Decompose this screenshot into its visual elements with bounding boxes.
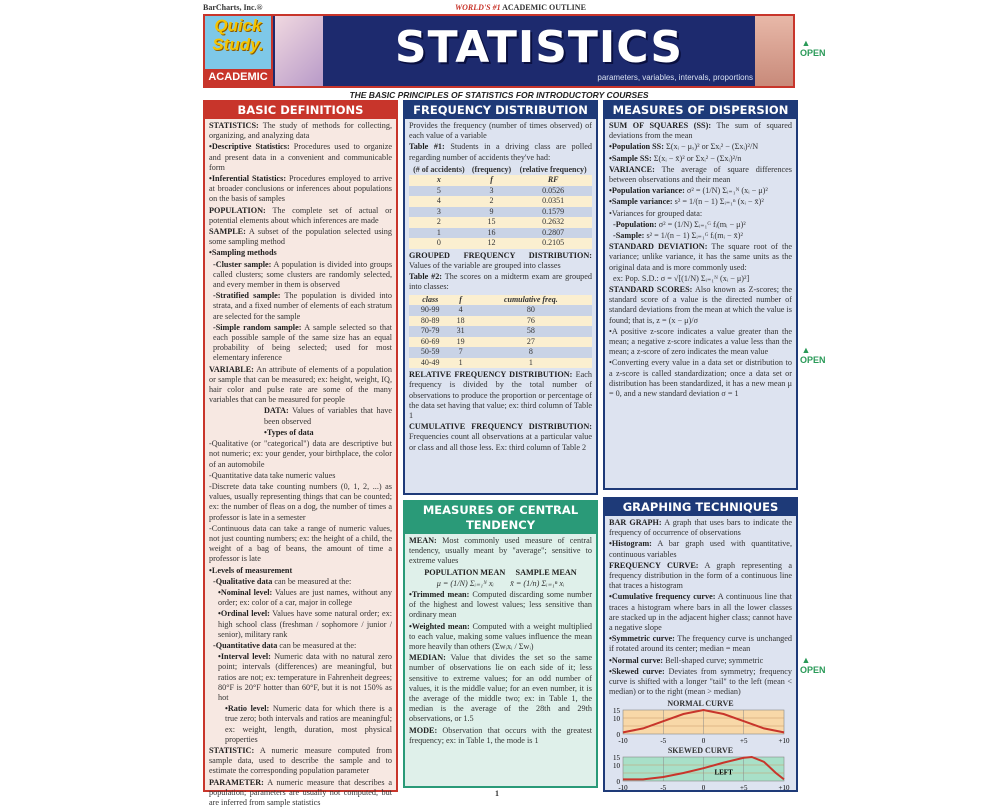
table1-caption — [409, 142, 592, 162]
definition: The frequency curve is unchanged if rotated around its center; median = mean — [609, 634, 792, 654]
term: -Quantitative data — [213, 640, 278, 650]
table-cell: 16 — [487, 227, 496, 237]
logo-line-2: Study. — [212, 35, 264, 54]
list-item — [609, 242, 792, 273]
list-item — [209, 746, 392, 777]
term: •Types of data — [264, 427, 314, 437]
term: -Cluster sample: — [213, 259, 272, 269]
definition: A numeric measure computed from sample data, used to describe the sample and to estimate the corresponding population parameter — [209, 745, 392, 776]
open-label: OPEN — [800, 355, 826, 365]
term: SUM OF SQUARES (SS): — [609, 121, 712, 130]
table-cell: 0.0526 — [542, 185, 565, 195]
list-item — [209, 482, 392, 523]
term: •Nominal level: — [218, 587, 273, 597]
list-item — [409, 579, 592, 589]
header-cell: x — [436, 175, 441, 185]
term: MODE: — [409, 725, 438, 735]
open-label: OPEN — [800, 665, 826, 675]
x-tick-label: 0 — [701, 784, 706, 793]
section-heading: BASIC DEFINITIONS — [205, 102, 396, 119]
list-item — [209, 566, 392, 576]
term: •Ratio level: — [225, 704, 270, 714]
definition: σ² = (1/N) Σᵢ₌₁ᴳ fᵢ(mᵢ − μ)² — [656, 219, 746, 229]
table-cell: 4 — [436, 196, 441, 206]
term: •Sample variance: — [609, 197, 673, 207]
table-cell: 0.2632 — [542, 217, 565, 227]
definition: Computed with a weight multiplied to each value, making some values influence the mean more heavily than others (Σwᵢxᵢ / Σwᵢ) — [409, 621, 592, 652]
table-cell: 40-49 — [420, 357, 440, 367]
definition: The average of square differences between observations and their mean — [609, 164, 792, 185]
term: -Sample: — [613, 231, 645, 241]
term: •Ordinal level: — [218, 609, 270, 619]
open-tab-bottom[interactable] — [800, 655, 826, 675]
section-heading: MEASURES OF CENTRAL TENDENCY — [405, 502, 596, 534]
list-item — [609, 186, 792, 196]
x-tick-label: +5 — [740, 784, 748, 793]
definition: Σ(xᵢ − μₓ)² or Σxᵢ² − (Σxᵢ)²/N — [663, 142, 759, 152]
term: •Skewed curve: — [609, 666, 665, 676]
table-cell: 1 — [528, 357, 533, 367]
definition: A numeric measure that describes a population; parameters are usually not computed, but are inferred from sample statistics — [209, 777, 392, 807]
list-item — [209, 652, 392, 703]
x-tick-label: -10 — [618, 784, 628, 793]
definition: A population is divided into groups called clusters; some clusters are randomly selected, and every member in them is observed — [213, 259, 392, 290]
term: SAMPLE: — [209, 227, 246, 237]
definition: A bar graph used with quantitative, continuous variables — [609, 539, 792, 559]
table-row — [409, 326, 592, 337]
central-tendency-section — [403, 500, 598, 788]
list-item — [609, 231, 792, 241]
intro-text: Provides the frequency (number of times observed) of each value of a variable — [409, 121, 592, 141]
term: •Sample SS: — [609, 153, 652, 163]
term: PARAMETER: — [209, 777, 264, 787]
table-cell: 90-99 — [420, 305, 440, 315]
table-cell: 2 — [489, 196, 494, 206]
term: •Levels of measurement — [209, 565, 293, 575]
list-item — [209, 142, 392, 173]
list-item — [609, 121, 792, 141]
x-tick-label: 0 — [701, 737, 706, 746]
table-row — [409, 316, 592, 327]
list-item — [209, 577, 392, 587]
basic-definitions-section — [203, 100, 398, 807]
definition: Numeric data for which there is a true zero; both intervals and ratios are meaningful; ex: weight, length, duration, most physical properties — [225, 704, 393, 744]
table-cell: 0.0351 — [542, 196, 565, 206]
page-title: STATISTICS — [394, 22, 684, 73]
definition: Frequencies count all observations at a particular value or class and all those less. Ex: third column of Table 2 — [409, 432, 592, 452]
term: -Population: — [613, 219, 657, 229]
table-row — [409, 228, 592, 239]
open-arrow-icon: ▲ — [801, 345, 811, 355]
tagline — [455, 3, 586, 12]
list-item — [409, 536, 592, 567]
term: FREQUENCY CURVE: — [609, 560, 699, 570]
definition: can be measured at the: — [277, 640, 357, 650]
table-cell: 4 — [458, 305, 463, 315]
definition: A graph that uses bars to indicate the frequency of occurrence of observations — [609, 518, 793, 538]
term: Table #1: — [409, 142, 445, 152]
term: -Simple random sample: — [213, 322, 302, 332]
table-cell: 2 — [436, 217, 441, 227]
page-number: 1 — [495, 789, 499, 798]
term: -Stratified sample: — [213, 291, 281, 301]
term: •Descriptive Statistics: — [209, 142, 290, 152]
skewed-curve-chart — [605, 755, 792, 791]
section-heading: FREQUENCY DISTRIBUTION — [405, 102, 596, 119]
term: Table #2: — [409, 272, 443, 282]
term: •Trimmed mean: — [409, 590, 470, 600]
term: •Population variance: — [609, 186, 685, 196]
table-cell: 0.2105 — [542, 238, 565, 248]
logo-line-1: Quick — [214, 16, 262, 35]
table-2 — [409, 295, 592, 369]
list-item — [609, 165, 792, 185]
definition: Each frequency is divided by the total number of observations to produce the proportion or percentage of the data set having that value; ex: third column of Table 1 — [409, 370, 592, 420]
definition: Also known as Z-scores; the standard score of a value is the directed number of standard deviations from the mean at which the value is found; that is, z = (x − μ)/σ — [609, 285, 793, 325]
term: •Population SS: — [609, 142, 664, 152]
list-item — [209, 323, 392, 364]
table-cell: 27 — [526, 336, 535, 346]
header-cell: class — [422, 294, 439, 304]
x-tick-label: -5 — [660, 737, 667, 746]
curve-annotation: LEFT — [714, 769, 733, 778]
table-cell: 0.2807 — [542, 227, 565, 237]
table-row — [409, 238, 592, 249]
list-item — [209, 206, 392, 226]
publisher-name: BarCharts, Inc.® — [203, 3, 263, 12]
term: STANDARD SCORES: — [609, 285, 693, 295]
list-item — [209, 365, 392, 406]
definition: Computed discarding some number of the highest and lowest values; less sensitive than ordinary mean — [409, 590, 592, 620]
table-cell: 50-59 — [420, 347, 440, 357]
definition: The population is divided into strata, and a fixed number of elements of each stratum are selected for the sample — [213, 291, 392, 321]
definition: •Variances for grouped data: — [609, 208, 703, 218]
table-cell: 58 — [526, 326, 535, 336]
definition: s² = 1/(n − 1) Σᵢ₌₁ᴳ fᵢ(mᵢ − x̄)² — [644, 231, 743, 241]
list-item — [609, 358, 792, 399]
list-item — [209, 227, 392, 247]
header-cell: f — [490, 175, 493, 185]
table-cell: 8 — [528, 347, 533, 357]
term: •Weighted mean: — [409, 621, 470, 631]
term: MEAN: — [409, 536, 437, 545]
table2-caption — [409, 272, 592, 292]
y-tick-label: 15 — [613, 707, 620, 716]
table-cell: 7 — [458, 347, 463, 357]
quick-study-logo — [205, 16, 273, 86]
definition: Values of variables that have been observed — [264, 406, 392, 426]
graphing-techniques-section — [603, 497, 798, 792]
definition: Procedures employed to arrive at broader conclusions or inferences about populations on the basis of samples — [209, 174, 392, 204]
table-cell: 31 — [456, 326, 465, 336]
table-row — [409, 305, 592, 316]
x-tick-label: -10 — [618, 737, 628, 746]
definition: Deviates from symmetry; frequency curve is shifted with a longer "tail" to the left (mean < median) or to the right (mean > median) — [609, 666, 793, 697]
term: •Normal curve: — [609, 655, 664, 665]
definition: A continuous line that traces a histogram where bars in all the lower classes are stacked up in the adjacent higher class; cannot have a negative slope — [609, 592, 792, 633]
list-item — [209, 291, 392, 322]
tagline-text: ACADEMIC OUTLINE — [502, 3, 586, 12]
list-item — [609, 142, 792, 152]
definition: -Continuous data can take a range of numeric values, not just counting numbers; ex: the height of a child, the weight of a bag of beans, the amount of time a professor is late — [209, 523, 392, 564]
definition: Students in a driving class are polled regarding number of accidents they've had: — [409, 142, 593, 162]
term: •Sampling methods — [209, 248, 277, 258]
table-cell: 1 — [436, 227, 441, 237]
table-row — [409, 337, 592, 348]
pencil-graphic-icon — [275, 16, 323, 86]
term: STANDARD DEVIATION: — [609, 242, 708, 252]
list-item — [209, 778, 392, 808]
logo-academic: ACADEMIC — [205, 69, 271, 86]
dispersion-section — [603, 100, 798, 490]
page-subtitle: THE BASIC PRINCIPLES OF STATISTICS FOR INTRODUCTORY COURSES — [349, 90, 649, 100]
frequency-distribution-section — [403, 100, 598, 495]
term: VARIABLE: — [209, 364, 254, 374]
list-item — [409, 622, 592, 653]
term: DATA: — [264, 406, 289, 416]
definition: -Qualitative (or "categorical") data are descriptive but not numeric; ex: your gender, your birthplace, the color of an automobile — [209, 439, 392, 469]
term: POPULATION MEAN SAMPLE MEAN — [424, 567, 577, 577]
list-item — [209, 121, 392, 141]
list-item — [609, 197, 792, 207]
table-cell: 0 — [436, 238, 441, 248]
definition: •A positive z-score indicates a value greater than the mean; a negative z-score indicates a value less than the mean; a z-score of zero indicates the mean value — [609, 326, 792, 357]
open-arrow-icon: ▲ — [801, 38, 811, 48]
y-tick-label: 10 — [613, 715, 620, 724]
list-item — [609, 220, 792, 230]
term: GROUPED FREQUENCY DISTRIBUTION: — [409, 250, 592, 260]
table-cell: 80 — [526, 305, 535, 315]
definition: ex: Pop. S.D.: σ = √[(1/N) Σᵢ₌₁ᴺ (xᵢ − μ)²] — [613, 273, 750, 283]
list-item — [609, 327, 792, 358]
definition: Values of the variable are grouped into classes — [409, 261, 561, 271]
list-item — [609, 285, 792, 326]
list-item — [409, 568, 592, 578]
table-cell: 3 — [489, 185, 494, 195]
definition: s² = 1/(n − 1) Σᵢ₌₁ⁿ (xᵢ − x̄)² — [672, 197, 764, 207]
list-item — [209, 174, 392, 205]
definition: Most commonly used measure of central tendency, usually meant by "average"; sensitive to extreme values — [409, 536, 592, 566]
term: STATISTIC: — [209, 745, 255, 755]
definition: Values have some natural order; ex: high school class (freshman / sophomore / junior / senior), military rank — [218, 609, 392, 639]
list-item — [409, 653, 592, 724]
header-cell: cumulative freq. — [503, 294, 558, 304]
x-tick-label: +10 — [778, 737, 790, 746]
list-item — [209, 641, 392, 651]
definition: The sum of squared deviations from the mean — [609, 121, 792, 141]
list-item — [609, 656, 792, 666]
list-item — [209, 248, 392, 258]
definition: A subset of the population selected using some sampling method — [209, 227, 392, 247]
table-header-row — [409, 175, 592, 186]
caption-cell: (# of accidents) — [413, 164, 465, 174]
table-row — [409, 358, 592, 369]
table-cell: 18 — [456, 315, 465, 325]
term: -Qualitative data — [213, 576, 273, 586]
list-item — [209, 588, 392, 608]
table-cell: 3 — [436, 206, 441, 216]
term: MEDIAN: — [409, 653, 446, 663]
definition: •Converting every value in a data set or distribution to a z-score is called standardization; once a data set or distribution has been standardized, it has a new mean μ = 0, and a new standard deviation σ = 1 — [609, 358, 792, 399]
definition: Procedures used to organize and present data in a convenient and communicable form — [209, 142, 392, 172]
header-cell: RF — [547, 175, 559, 185]
section-heading: MEASURES OF DISPERSION — [605, 102, 796, 119]
list-item — [609, 274, 792, 284]
term: VARIANCE: — [609, 164, 655, 174]
list-item — [609, 667, 792, 698]
definition: Observation that occurs with the greatest frequency; ex: in Table 1, the mode is 1 — [409, 725, 592, 745]
term: BAR GRAPH: — [609, 518, 662, 527]
normal-curve-chart — [605, 708, 792, 744]
definition: Σ(xᵢ − x̄)² or Σxᵢ² − (Σxᵢ)²/n — [651, 153, 742, 163]
term: STATISTICS: — [209, 121, 259, 130]
list-item — [209, 428, 392, 438]
definition: -Discrete data take counting numbers (0, 1, 2, ...) as values, usually representing things that can be counted; ex: the number of fleas on a dog, the number of times a professor is late in a semester — [209, 481, 392, 522]
table-row — [409, 207, 592, 218]
term: •Symmetric curve: — [609, 634, 675, 644]
definition: Numeric data with no natural zero point; intervals (differences) are meaningful, but ratios are not; ex: temperature in Fahrenheit degrees; 80°F is 20°F hotter than 60°F, but it is not 150% as hot — [218, 652, 392, 702]
grouped-definition — [409, 251, 592, 271]
title-banner — [203, 14, 795, 88]
list-item — [409, 590, 592, 621]
list-item — [209, 471, 392, 481]
definition: The complete set of actual or potential elements about which inferences are made — [209, 205, 392, 225]
chart-title: NORMAL CURVE — [667, 699, 734, 709]
list-item — [609, 634, 792, 654]
table-cell: 9 — [489, 206, 494, 216]
table-header-row — [409, 295, 592, 306]
definition: The scores on a midterm exam are grouped into classes: — [409, 272, 592, 292]
list-item — [609, 518, 792, 538]
section-heading: GRAPHING TECHNIQUES — [605, 499, 796, 516]
open-tab-top[interactable] — [800, 38, 826, 58]
open-tab-middle[interactable] — [800, 345, 826, 365]
open-arrow-icon: ▲ — [801, 655, 811, 665]
banner-decoration — [755, 16, 793, 86]
list-item — [609, 561, 792, 592]
term: •Histogram: — [609, 539, 652, 549]
list-item — [209, 609, 392, 640]
definition: A graph representing a frequency distribution in the form of a continuous line that traces a histogram — [609, 560, 792, 591]
table-cell: 0.1579 — [542, 206, 565, 216]
definition: -Quantitative data take numeric values — [209, 470, 336, 480]
list-item — [209, 439, 392, 470]
list-item — [609, 592, 792, 633]
chart-title: SKEWED CURVE — [667, 746, 734, 756]
table-cell: 1 — [458, 357, 463, 367]
term: •Interval level: — [218, 652, 271, 662]
list-item — [609, 209, 792, 219]
relative-frequency-definition — [409, 370, 592, 421]
table-row — [409, 196, 592, 207]
cumulative-frequency-definition — [409, 422, 592, 453]
term: •Cumulative frequency curve: — [609, 592, 716, 602]
definition: An attribute of elements of a population or sample that can be measured; ex: height, weight, IQ, hair color and pulse rate are some of the many variables that can be measured for people — [209, 364, 392, 405]
list-item — [609, 154, 792, 164]
definition: Value that divides the set so the same number of observations lie on each side of it; less sensitive to extreme values; for an odd number of values, it is the middle value; for an even number, it is the average of the middle two; ex: in Table 1, the median is the average of the 28th and 29th observations, or 1.5 — [409, 653, 592, 724]
table-row — [409, 217, 592, 228]
table-cell: 80-89 — [420, 315, 440, 325]
definition: Values are just names, without any order; ex: color of a car, major in college — [218, 587, 392, 608]
list-item — [209, 704, 392, 745]
table-cell: 70-79 — [420, 326, 440, 336]
x-tick-label: +5 — [740, 737, 748, 746]
definition: The study of methods for collecting, organizing, and analyzing data — [209, 121, 392, 141]
banner-subtext: parameters, variables, intervals, proportions — [597, 73, 753, 82]
table-cell: 19 — [456, 336, 465, 346]
open-label: OPEN — [800, 48, 826, 58]
y-tick-label: 10 — [613, 762, 620, 771]
y-tick-label: 0 — [616, 731, 620, 740]
x-tick-label: +10 — [778, 784, 790, 793]
x-tick-label: -5 — [660, 784, 667, 793]
tagline-highlight: WORLD'S #1 — [455, 3, 501, 12]
table-cell: 60-69 — [420, 336, 440, 346]
definition: Bell-shaped curve; symmetric — [663, 655, 764, 665]
list-item — [209, 524, 392, 565]
table-cell: 15 — [487, 217, 496, 227]
definition: can be measured at the: — [272, 576, 352, 586]
table-row — [409, 347, 592, 358]
header-cell: f — [459, 294, 462, 304]
list-item — [609, 539, 792, 559]
definition: A sample selected so that each possible sample of the same size has an equal probability of being selected; used for most elementary inference — [213, 322, 393, 363]
table-cell: 76 — [526, 315, 535, 325]
term: CUMULATIVE FREQUENCY DISTRIBUTION: — [409, 422, 592, 432]
definition: σ² = (1/N) Σᵢ₌₁ᴺ (xᵢ − μ)² — [684, 186, 768, 196]
table-row — [409, 186, 592, 197]
term: POPULATION: — [209, 205, 266, 215]
table-1 — [409, 165, 592, 249]
list-item — [209, 260, 392, 291]
term: RELATIVE FREQUENCY DISTRIBUTION: — [409, 370, 573, 380]
list-item — [409, 726, 592, 746]
table-cell: 12 — [487, 238, 496, 248]
caption-cell: (relative frequency) — [519, 164, 587, 174]
y-tick-label: 0 — [616, 778, 620, 787]
table-caption-row — [409, 165, 592, 176]
definition: The square root of the variance; unlike variance, it has the same units as the original data and is more commonly used: — [609, 242, 792, 272]
y-tick-label: 15 — [613, 754, 620, 763]
definition: μ = (1/N) Σᵢ₌₁ᴺ xᵢ x̄ = (1/n) Σᵢ₌₁ⁿ xᵢ — [436, 578, 565, 588]
list-item — [209, 406, 392, 426]
caption-cell: (frequency) — [471, 164, 512, 174]
table-cell: 5 — [436, 185, 441, 195]
term: •Inferential Statistics: — [209, 174, 287, 184]
